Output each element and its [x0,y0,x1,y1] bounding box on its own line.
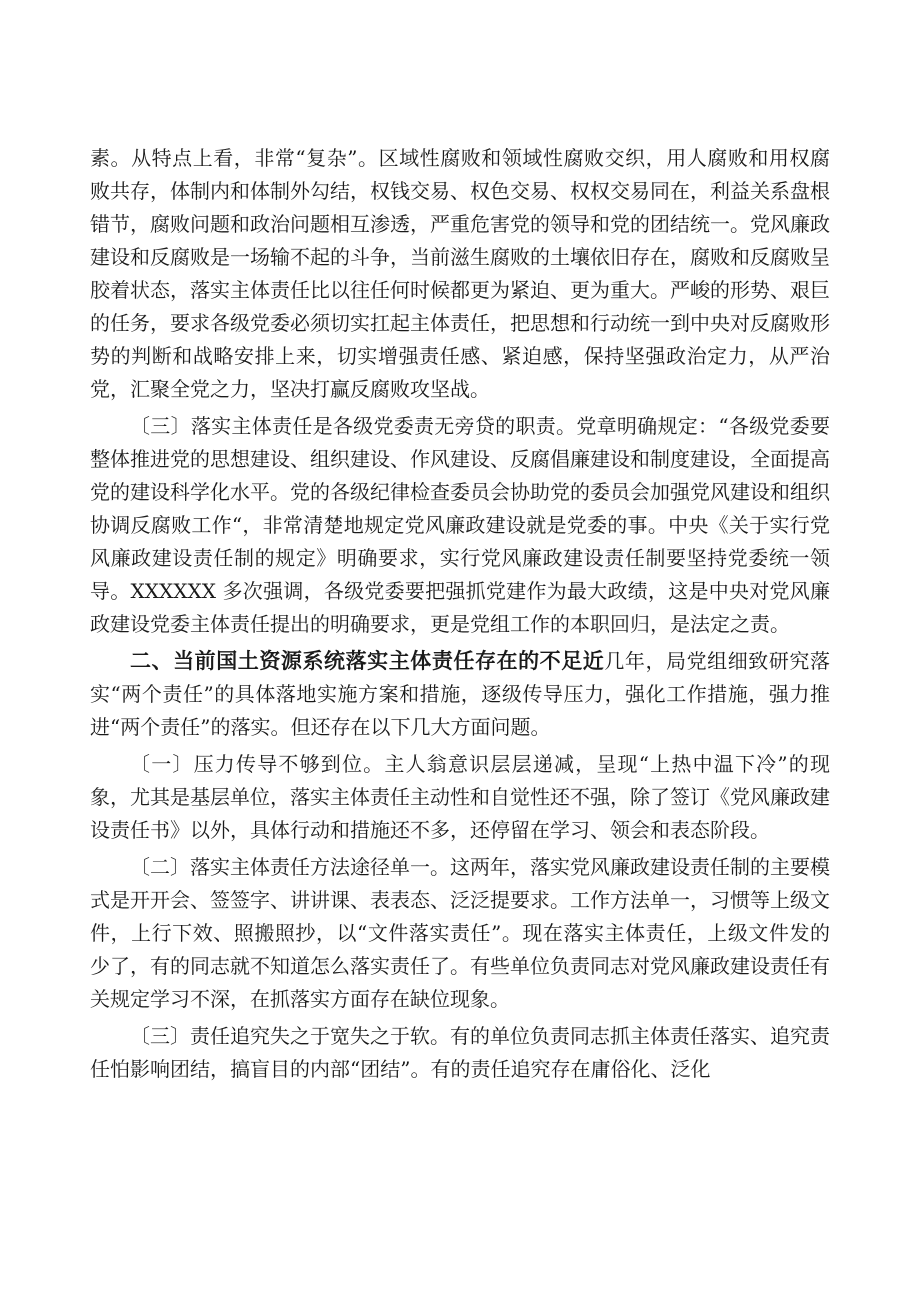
section-heading-body: 几年，局党组细致研究落实“两个责任”的具体落地实施方案和措施，逐级传导压力，强化工作措施，强力推进“两个责任”的落实。但还存在以下几大方面问题。 [90,649,830,739]
paragraph-section-3-responsibility: 〔三〕落实主体责任是各级党委责无旁贷的职责。党章明确规定：“各级党委要整体推进党的思想建设、组织建设、作风建设、反腐倡廉建设和制度建设，全面提高党的建设科学化水平。党的各级纪律检查委员会协助党的委员会加强党风建设和组织协调反腐败工作“，非常清楚地规定党风廉政建设就是党委的事。中央《关于实行党风廉政建设责任制的规定》明确要求，实行党风廉政建设责任制要坚持党委统一领导。XXXXXX 多次强调，各级党委要把强抓党建作为最大政绩，这是中央对党风廉政建设党委主体责任提出的明确要求，更是党组工作的本职回归，是法定之责。 [90,414,830,636]
document-body [90,142,830,1090]
paragraph-issue-2: 〔二〕落实主体责任方法途径单一。这两年，落实党风廉政建设责任制的主要模式是开开会、签签字、讲讲课、表表态、泛泛提要求。工作方法单一，习惯等上级文件，上行下效、照搬照抄，以“文件落实责任”。现在落实主体责任，上级文件发的少了，有的同志就不知道怎么落实责任了。有些单位负责同志对党风廉政建设责任有关规定学习不深，在抓落实方面存在缺位现象。 [90,855,830,1011]
paragraph-issue-1: 〔一〕压力传导不够到位。主人翁意识层层递减，呈现“上热中温下冷”的现象，尤其是基层单位，落实主体责任主动性和自觉性还不强，除了签订《党风廉政建设责任书》以外，具体行动和措施还不多，还停留在学习、领会和表态阶段。 [90,752,830,842]
section-heading: 二、当前国土资源系统落实主体责任存在的不足近 [130,649,605,673]
paragraph-continuation: 素。从特点上看，非常“复杂”。区域性腐败和领域性腐败交织，用人腐败和用权腐败共存，体制内和体制外勾结，权钱交易、权色交易、权权交易同在，利益关系盘根错节，腐败问题和政治问题相互渗透，严重危害党的领导和党的团结统一。党风廉政建设和反腐败是一场输不起的斗争，当前滋生腐败的土壤依旧存在，腐败和反腐败呈胶着状态，落实主体责任比以往任何时候都更为紧迫、更为重大。严峻的形势、艰巨的任务，要求各级党委必须切实扛起主体责任，把思想和行动统一到中央对反腐败形势的判断和战略安排上来，切实增强责任感、紧迫感，保持坚强政治定力，从严治党，汇聚全党之力，坚决打赢反腐败攻坚战。 [90,146,830,401]
paragraph-section-2-heading [90,645,830,744]
paragraph-issue-3: 〔三〕责任追究失之于宽失之于软。有的单位负责同志抓主体责任落实、追究责任怕影响团结，搞盲目的内部“团结”。有的责任追究存在庸俗化、泛化 [90,1024,830,1081]
